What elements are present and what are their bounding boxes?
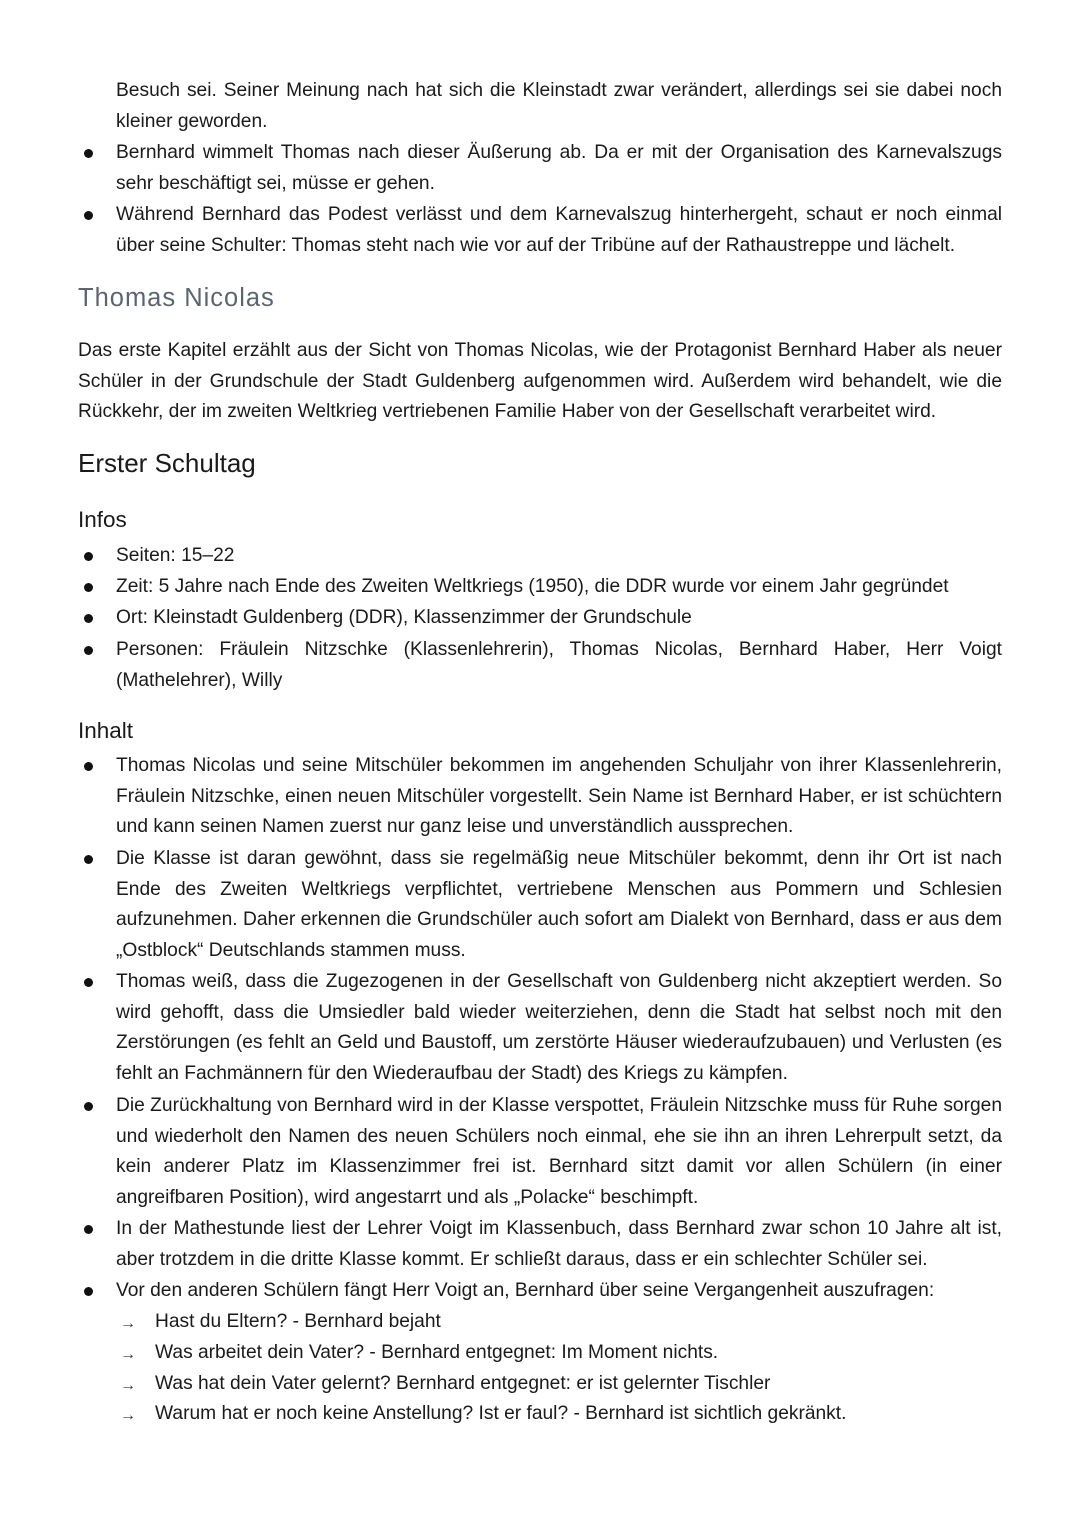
inhalt-heading: Inhalt	[78, 718, 134, 743]
section-intro: Das erste Kapitel erzählt aus der Sicht von Thomas Nicolas, wie der Protagonist Bernhard Haber als neuer Schüler in der Grundschule der Stadt Guldenberg aufgenommen wird. Außerdem wird behandelt, wie die Rückkehr, der im zweiten Weltkrieg vertriebenen Familie Haber von der Gesellschaft verarbeitet wird.	[78, 340, 1002, 423]
info-item: Ort: Kleinstadt Guldenberg (DDR), Klassenzimmer der Grundschule	[116, 607, 692, 628]
chapter-title: Erster Schultag	[78, 448, 256, 478]
section-title: Thomas Nicolas	[78, 284, 275, 312]
question-item: Warum hat er noch keine Anstellung? Ist er faul? - Bernhard ist sichtlich gekränkt.	[155, 1403, 847, 1424]
continuation-text: Besuch sei. Seiner Meinung nach hat sich die Kleinstadt zwar verändert, allerdings sei sie dabei noch kleiner geworden.	[116, 80, 1002, 132]
content-item: Thomas weiß, dass die Zugezogenen in der Gesellschaft von Guldenberg nicht akzeptiert werden. So wird gehofft, dass die Umsiedler bald wieder weiterziehen, denn die Stadt hat selbst noch mit den Zerstörungen (es fehlt an Geld und Baustoff, um zerstörte Häuser wiederaufzubauen) und Verlusten (es fehlt an Fachmännern für den Wiederaufbau der Stadt) des Kriegs zu kämpfen.	[116, 971, 1002, 1084]
bullet-icon	[84, 978, 93, 987]
list-item: Während Bernhard das Podest verlässt und dem Karnevalszug hinterhergeht, schaut er noch einmal über seine Schulter: Thomas steht nach wie vor auf der Tribüne auf der Rathaustreppe und lächelt.	[116, 204, 1002, 256]
bullet-icon	[84, 149, 93, 158]
content-item: Die Zurückhaltung von Bernhard wird in der Klasse verspottet, Fräulein Nitzschke muss für Ruhe sorgen und wiederholt den Namen des neuen Schülers noch einmal, ehe sie ihn an ihren Lehrerpult setzt, da kein anderer Platz im Klassenzimmer frei ist. Bernhard sitzt damit vor allen Schülern (in einer angreifbaren Position), wird angestarrt und als „Polacke“ beschimpft.	[116, 1095, 1002, 1208]
arrow-icon: →	[120, 1377, 136, 1394]
question-item: Hast du Eltern? - Bernhard bejaht	[155, 1311, 441, 1332]
content-item: Die Klasse ist daran gewöhnt, dass sie regelmäßig neue Mitschüler bekommt, denn ihr Ort ist nach Ende des Zweiten Weltkriegs verpflichtet, vertriebene Menschen aus Pommern und Schlesien aufzunehmen. Daher erkennen die Grundschüler auch sofort am Dialekt von Bernhard, dass er aus dem „Ostblock“ Deutschlands stammen muss.	[116, 848, 1002, 961]
bullet-icon	[84, 552, 93, 561]
info-item: Personen: Fräulein Nitzschke (Klassenlehrerin), Thomas Nicolas, Bernhard Haber, Herr Voigt (Mathelehrer), Willy	[116, 639, 1002, 691]
list-item: Bernhard wimmelt Thomas nach dieser Äußerung ab. Da er mit der Organisation des Karnevalszugs sehr beschäftigt sei, müsse er gehen.	[116, 142, 1002, 194]
arrow-icon: →	[120, 1315, 136, 1332]
question-item: Was hat dein Vater gelernt? Bernhard entgegnet: er ist gelernter Tischler	[155, 1373, 771, 1394]
info-item: Zeit: 5 Jahre nach Ende des Zweiten Weltkriegs (1950), die DDR wurde vor einem Jahr gegründet	[116, 576, 949, 597]
arrow-icon: →	[120, 1346, 136, 1363]
bullet-icon	[84, 583, 93, 592]
bullet-icon	[84, 1225, 93, 1234]
bullet-icon	[84, 1102, 93, 1111]
bullet-icon	[84, 762, 93, 771]
bullet-icon	[84, 855, 93, 864]
content-item: Thomas Nicolas und seine Mitschüler bekommen im angehenden Schuljahr von ihrer Klassenlehrerin, Fräulein Nitzschke, einen neuen Mitschüler vorgestellt. Sein Name ist Bernhard Haber, er ist schüchtern und kann seinen Namen zuerst nur ganz leise und unverständlich aussprechen.	[116, 755, 1002, 838]
bullet-icon	[84, 211, 93, 220]
content-item: In der Mathestunde liest der Lehrer Voigt im Klassenbuch, dass Bernhard zwar schon 10 Jahre alt ist, aber trotzdem in die dritte Klasse kommt. Er schließt daraus, dass er ein schlechter Schüler sei.	[116, 1218, 1002, 1270]
content-item: Vor den anderen Schülern fängt Herr Voigt an, Bernhard über seine Vergangenheit auszufragen:	[116, 1280, 935, 1301]
bullet-icon	[84, 1287, 93, 1296]
infos-heading: Infos	[78, 507, 127, 532]
arrow-icon: →	[120, 1407, 136, 1424]
question-item: Was arbeitet dein Vater? - Bernhard entgegnet: Im Moment nichts.	[155, 1342, 719, 1363]
bullet-icon	[84, 614, 93, 623]
bullet-icon	[84, 646, 93, 655]
info-item: Seiten: 15–22	[116, 545, 235, 566]
